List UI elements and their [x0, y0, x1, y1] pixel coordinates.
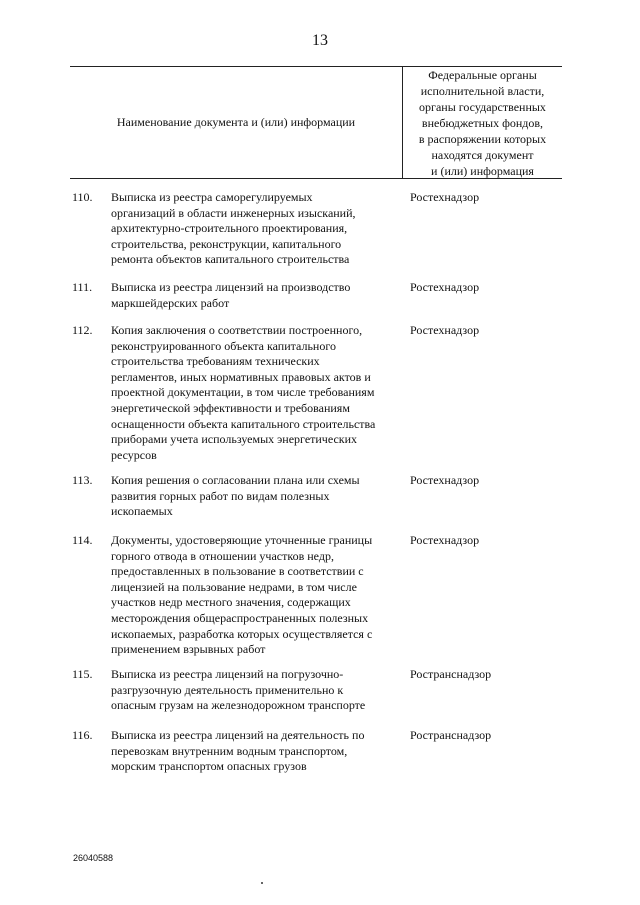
row-agency: Ростехнадзор	[410, 533, 480, 547]
header-agencies-line: исполнительной власти,	[420, 83, 545, 98]
row-agency: Ростехнадзор	[410, 323, 480, 337]
row-agency: Ространснадзор	[410, 667, 492, 681]
description-line: разгрузочную деятельность применительно к	[111, 682, 344, 697]
page-number: 13	[312, 32, 328, 49]
row-agency: Ространснадзор	[410, 728, 492, 742]
description-line: регламентов, иных нормативных правовых актов и	[111, 369, 371, 384]
description-line: ископаемых, разработка которых осуществляется с	[111, 626, 373, 641]
description-line: строительства, реконструкции, капитального	[111, 236, 342, 251]
description-line: предоставленных в пользование в соответствии с	[111, 564, 364, 579]
row-description	[111, 667, 401, 714]
row-number: 115.	[72, 667, 93, 681]
description-line: лицензией на пользование недрами, в том числе	[111, 579, 357, 594]
description-line: применением взрывных работ	[111, 642, 266, 657]
header-agencies-line: органы государственных	[419, 99, 546, 114]
row-number: 112.	[72, 323, 93, 337]
description-line: месторождения общераспространенных полезных	[111, 610, 369, 625]
description-line: Документы, удостоверяющие уточненные границы	[111, 533, 373, 547]
row-agency: Ростехнадзор	[410, 190, 480, 204]
description-line: Выписка из реестра лицензий на погрузочно-	[111, 667, 344, 681]
row-agency: Ростехнадзор	[410, 473, 480, 487]
scan-dot	[261, 882, 263, 884]
description-line: маркшейдерских работ	[111, 295, 230, 310]
row-description	[111, 533, 401, 658]
description-line: энергетической эффективности и требованиям	[111, 400, 350, 415]
row-description	[111, 280, 401, 311]
description-line: ресурсов	[111, 447, 157, 462]
row-number: 110.	[72, 190, 93, 204]
description-line: участков недр местного значения, содержащих	[111, 595, 351, 610]
row-description	[111, 728, 401, 775]
document-code: 26040588	[73, 853, 114, 863]
header-document-name: Наименование документа и (или) информации	[116, 115, 356, 129]
row-number: 111.	[72, 280, 93, 294]
row-number: 113.	[72, 473, 93, 487]
header-agencies-line: и (или) информация	[431, 163, 534, 178]
row-description	[111, 190, 401, 268]
row-description	[111, 473, 401, 520]
description-line: архитектурно-строительного проектирования,	[111, 221, 348, 236]
description-line: опасным грузам на железнодорожном транспорте	[111, 698, 366, 713]
description-line: ископаемых	[111, 504, 173, 519]
row-number: 116.	[72, 728, 93, 742]
description-line: Выписка из реестра саморегулируемых	[111, 190, 313, 204]
description-line: Выписка из реестра лицензий на производство	[111, 280, 351, 294]
description-line: Копия решения о согласовании плана или схемы	[111, 473, 360, 487]
row-description	[111, 323, 401, 463]
description-line: строительства требованиям технических	[111, 354, 320, 369]
description-line: Выписка из реестра лицензий на деятельность по	[111, 728, 365, 742]
description-line: приборами учета используемых энергетических	[111, 432, 358, 447]
description-line: перевозкам внутренним водным транспортом,	[111, 743, 348, 758]
header-agencies-line: в распоряжении которых	[418, 131, 547, 146]
description-line: реконструированного объекта капитального	[111, 338, 336, 353]
description-line: ремонта объектов капитального строительства	[111, 252, 350, 267]
header-agencies-line: внебюджетных фондов,	[421, 115, 544, 130]
description-line: организаций в области инженерных изысканий,	[111, 205, 356, 220]
row-number: 114.	[72, 533, 93, 547]
row-agency: Ростехнадзор	[410, 280, 480, 294]
header-agencies-line: находятся документ	[431, 147, 534, 162]
description-line: развития горных работ по видам полезных	[111, 488, 330, 503]
header-agencies-line: Федеральные органы	[428, 67, 537, 82]
description-line: оснащенности объекта капитального строительства	[111, 416, 376, 431]
description-line: Копия заключения о соответствии построенного,	[111, 323, 363, 337]
description-line: горного отвода в отношении участков недр,	[111, 548, 334, 563]
description-line: морским транспортом опасных грузов	[111, 759, 307, 774]
description-line: проектной документации, в том числе требованиям	[111, 385, 375, 400]
